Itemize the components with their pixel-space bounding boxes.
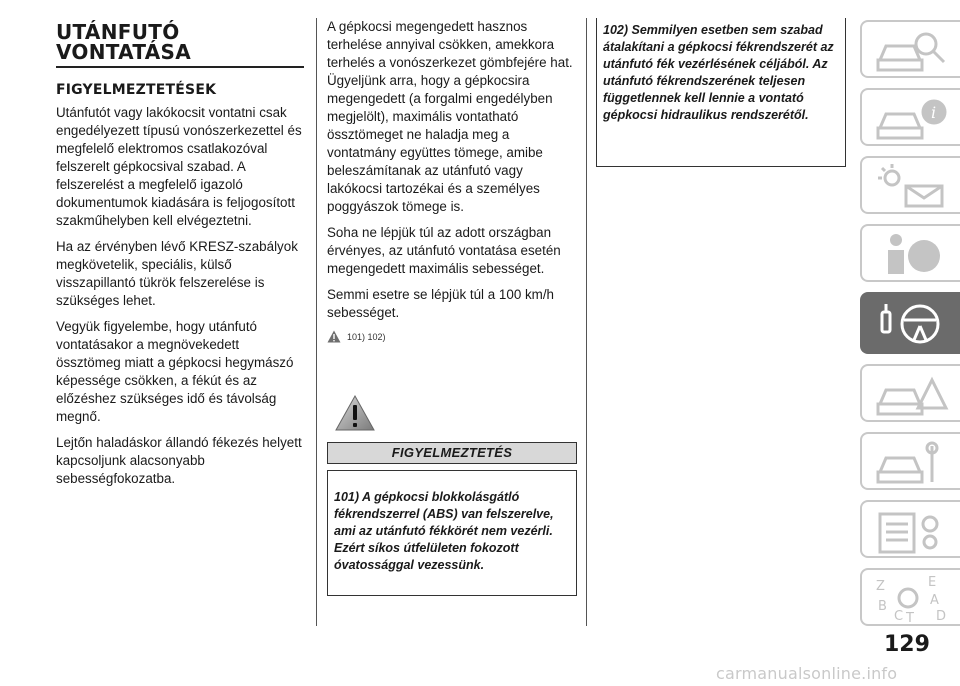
- alphabet-index-icon: [874, 574, 950, 624]
- tab-index[interactable]: [860, 568, 960, 626]
- tab-knowing-car[interactable]: [860, 88, 960, 146]
- warning-text: A gépkocsi blokkolásgátló fékrendszerrel (ABS) van felszerelve, ami az utánfutó fékkörét nem vezérli. Ezért síkos útfelületen fokozott óvatossággal vezessünk.: [334, 490, 554, 572]
- tab-dashboard[interactable]: [860, 20, 960, 78]
- car-search-icon: [874, 26, 950, 76]
- index-letter: T: [906, 611, 914, 624]
- warning-small-icon: [327, 330, 341, 343]
- warning-label: FIGYELMEZTETÉS: [327, 442, 577, 464]
- warning-box-102: [596, 18, 846, 167]
- airbag-icon: [874, 230, 950, 280]
- tab-starting-driving[interactable]: [860, 292, 960, 354]
- tab-technical-data[interactable]: [860, 500, 960, 558]
- index-letter: Z: [876, 579, 885, 594]
- list-gear-icon: [874, 506, 950, 556]
- tab-emergency[interactable]: [860, 364, 960, 422]
- car-wrench-icon: [874, 438, 950, 488]
- tab-safety[interactable]: [860, 224, 960, 282]
- paragraph: Lejtőn haladáskor állandó fékezés helyett kapcsoljunk alacsonyabb sebességfokozatba.: [56, 435, 302, 486]
- index-letter: A: [930, 593, 939, 608]
- warning-box-101: [327, 470, 577, 596]
- column-right: [596, 18, 846, 167]
- paragraph: Soha ne lépjük túl az adott országban érvényes, az utánfutó vontatása esetén megengedett maximális sebességet.: [327, 225, 561, 276]
- paragraph: Utánfutót vagy lakókocsit vontatni csak engedélyezett típusú vonószerkezettel és megfelelő elektromos csatlakozóval felszerelt gépkocsival szabad. A felszerelést a megfelelő igazoló dokumentumok kiadására is feljogosított szakműhelyben kell elvégeztetni.: [56, 105, 302, 228]
- warning-lights-icon: [874, 162, 950, 212]
- tab-warning-lights[interactable]: [860, 156, 960, 214]
- section-subtitle: FIGYELMEZTETÉSEK: [56, 82, 217, 98]
- paragraph: A gépkocsi megengedett hasznos terhelése annyival csökken, amekkora terhelés a vonószerkezet gömbfejére hat. Ügyeljünk arra, hogy a gépkocsira megengedett (a forgalmi engedélyben megjelölt), maximális vontatható össztömeget ne haladja meg a vontatmány együttes tömege, amibe beleszámítanak az utánfutó vagy lakókocsi tartozékai és a személyes poggyászok tömege is.: [327, 19, 573, 214]
- warning-text: Semmilyen esetben sem szabad átalakítani a gépkocsi fékrendszerét az utánfutó fék vezérlésének céljából. Az utánfutó fékrendszerének teljesen függetlennek kell lennie a vontató gépkocsi hidraulikus rendszerétől.: [603, 23, 834, 122]
- index-letter: C: [894, 609, 904, 624]
- steering-wheel-icon: [874, 298, 950, 350]
- watermark: carmanualsonline.info: [716, 664, 898, 683]
- note-reference-numbers: 101) 102): [347, 331, 386, 342]
- index-letter: E: [928, 575, 937, 590]
- warning-number: 101): [334, 490, 360, 504]
- tab-maintenance[interactable]: [860, 432, 960, 490]
- paragraph: Semmi esetre se lépjük túl a 100 km/h sebességet.: [327, 287, 555, 320]
- column-divider: [586, 18, 587, 626]
- paragraph: Ha az érvényben lévő KRESZ-szabályok megkövetelik, speciális, külső visszapillantó tükrök felszerelése is szükséges lehet.: [56, 239, 298, 308]
- column-divider: [316, 18, 317, 626]
- warning-number: 102): [603, 23, 629, 37]
- warning-item: [334, 489, 570, 574]
- warning-item: [603, 22, 839, 124]
- title-rule: [56, 66, 304, 68]
- section-title: [56, 22, 304, 62]
- section-title-line2: VONTATÁSA: [56, 40, 192, 64]
- index-letter: D: [936, 609, 947, 624]
- column-middle: [327, 18, 577, 596]
- paragraph: Vegyük figyelembe, hogy utánfutó vontatásakor a megnövekedett össztömeg miatt a gépkocsi hegymászó képessége csökken, a fékút és az előzéshez szükséges idő és távolság megnő.: [56, 319, 294, 424]
- section-title-line1: UTÁNFUTÓ: [56, 20, 180, 44]
- car-info-icon: [874, 94, 950, 144]
- note-reference: [327, 330, 577, 343]
- car-crash-icon: [874, 370, 950, 420]
- column-left: [56, 18, 304, 496]
- svg-text:i: i: [931, 103, 937, 122]
- page-number: 129: [884, 632, 930, 657]
- index-letter: B: [878, 599, 887, 614]
- warning-triangle-icon: [335, 395, 577, 436]
